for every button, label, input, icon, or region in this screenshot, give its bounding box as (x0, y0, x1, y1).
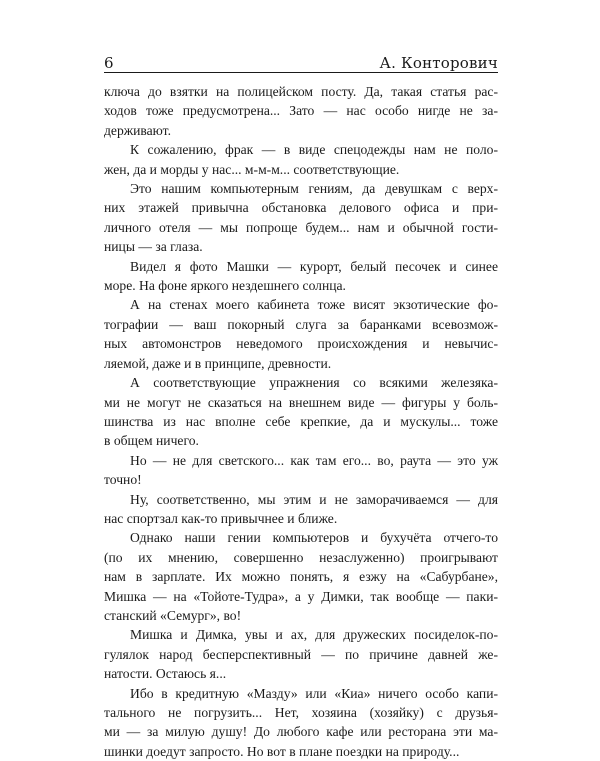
text-line: ми не могут не сказаться на внешнем виде — фигуры у боль- (104, 394, 498, 410)
text-line: шинки доедут запросто. Но вот в плане поездки на природу... (104, 743, 460, 759)
text-line: Ибо в кредитную «Мазду» или «Киа» ничего особо капи- (130, 685, 498, 701)
paragraph (104, 257, 498, 296)
text-line: нам в зарплате. Их можно понять, я езжу на «Сабурбане», (104, 569, 498, 585)
paragraph (104, 179, 498, 257)
text-line: шинства из нас вполне себе крепкие, да и мускулы... тоже (104, 413, 498, 429)
text-line: точно! (104, 472, 142, 488)
paragraph (104, 684, 498, 761)
text-line: жен, да и морды у нас... м-м-м... соответствующие. (104, 161, 400, 177)
text-line: Это нашим компьютерным гениям, да девушкам с верх- (130, 181, 498, 197)
text-line: ми — за милую душу! До любого кафе или ресторана эти ма- (104, 724, 498, 740)
text-line: нас спортзал как-то привычнее и ближе. (104, 510, 338, 526)
text-line: них этажей привычна обстановка делового офиса и при- (104, 200, 498, 216)
header-rule (104, 72, 498, 73)
paragraph (104, 140, 498, 179)
text-line: тального не погрузить... Нет, хозяина (хозяйку) с друзья- (104, 705, 498, 720)
text-line: гулялок народ бесперспективный — по причине давней же- (104, 646, 498, 662)
paragraph (104, 625, 498, 683)
text-line: держивают. (104, 122, 171, 138)
paragraph (104, 451, 498, 490)
text-line: станский «Семург», во! (104, 607, 242, 623)
text-line: Мишка и Димка, увы и ах, для дружеских посиделок-по- (130, 627, 498, 643)
paragraph (104, 373, 498, 451)
text-line: море. На фоне яркого нездешнего солнца. (104, 278, 346, 294)
page-number: 6 (104, 54, 114, 72)
text-line: ницы — за глаза. (104, 239, 203, 255)
paragraph (104, 82, 498, 140)
paragraph (104, 490, 498, 529)
text-line: Ну, соответственно, мы этим и не заморачиваемся — для (130, 491, 498, 507)
text-line: Мишка — на «Тойоте-Тудра», а у Димки, так вообще — паки- (104, 588, 498, 604)
text-line: Видел я фото Машки — курорт, белый песочек и синее (130, 258, 498, 274)
running-header (104, 52, 498, 72)
text-line: личного отеля — мы попроще будем... нам и обычной гости- (104, 219, 498, 235)
text-line: в общем ничего. (104, 433, 199, 449)
text-line: ных автомонстров неведомого происхождения и невычис- (104, 336, 498, 352)
text-line: (по их мнению, совершенно незаслуженно) проигрывают (104, 549, 498, 565)
body-text (104, 82, 498, 761)
text-line: тографии — ваш покорный слуга за баранками всевозмож- (104, 316, 498, 332)
text-line: А соответствующие упражнения со всякими железяка- (130, 375, 498, 391)
text-line: Однако наши гении компьютеров и бухучёта отчего-то (130, 530, 498, 546)
paragraph (104, 295, 498, 373)
text-line: ключа до взятки на полицейском посту. Да, такая статья рас- (104, 84, 498, 99)
text-line: А на стенах моего кабинета тоже висят экзотические фо- (130, 297, 498, 313)
text-line: натости. Остаюсь я... (104, 666, 227, 682)
paragraph (104, 528, 498, 625)
text-line: Но — не для светского... как там его... во, раута — это уж (130, 452, 498, 468)
text-line: К сожалению, фрак — в виде спецодежды нам не поло- (130, 142, 498, 158)
text-line: ходов тоже предусмотрена... Зато — нас особо нигде не за- (104, 103, 498, 119)
author-name: А. Конторович (379, 54, 498, 72)
text-line: ляемой, даже и в принципе, древности. (104, 355, 332, 371)
